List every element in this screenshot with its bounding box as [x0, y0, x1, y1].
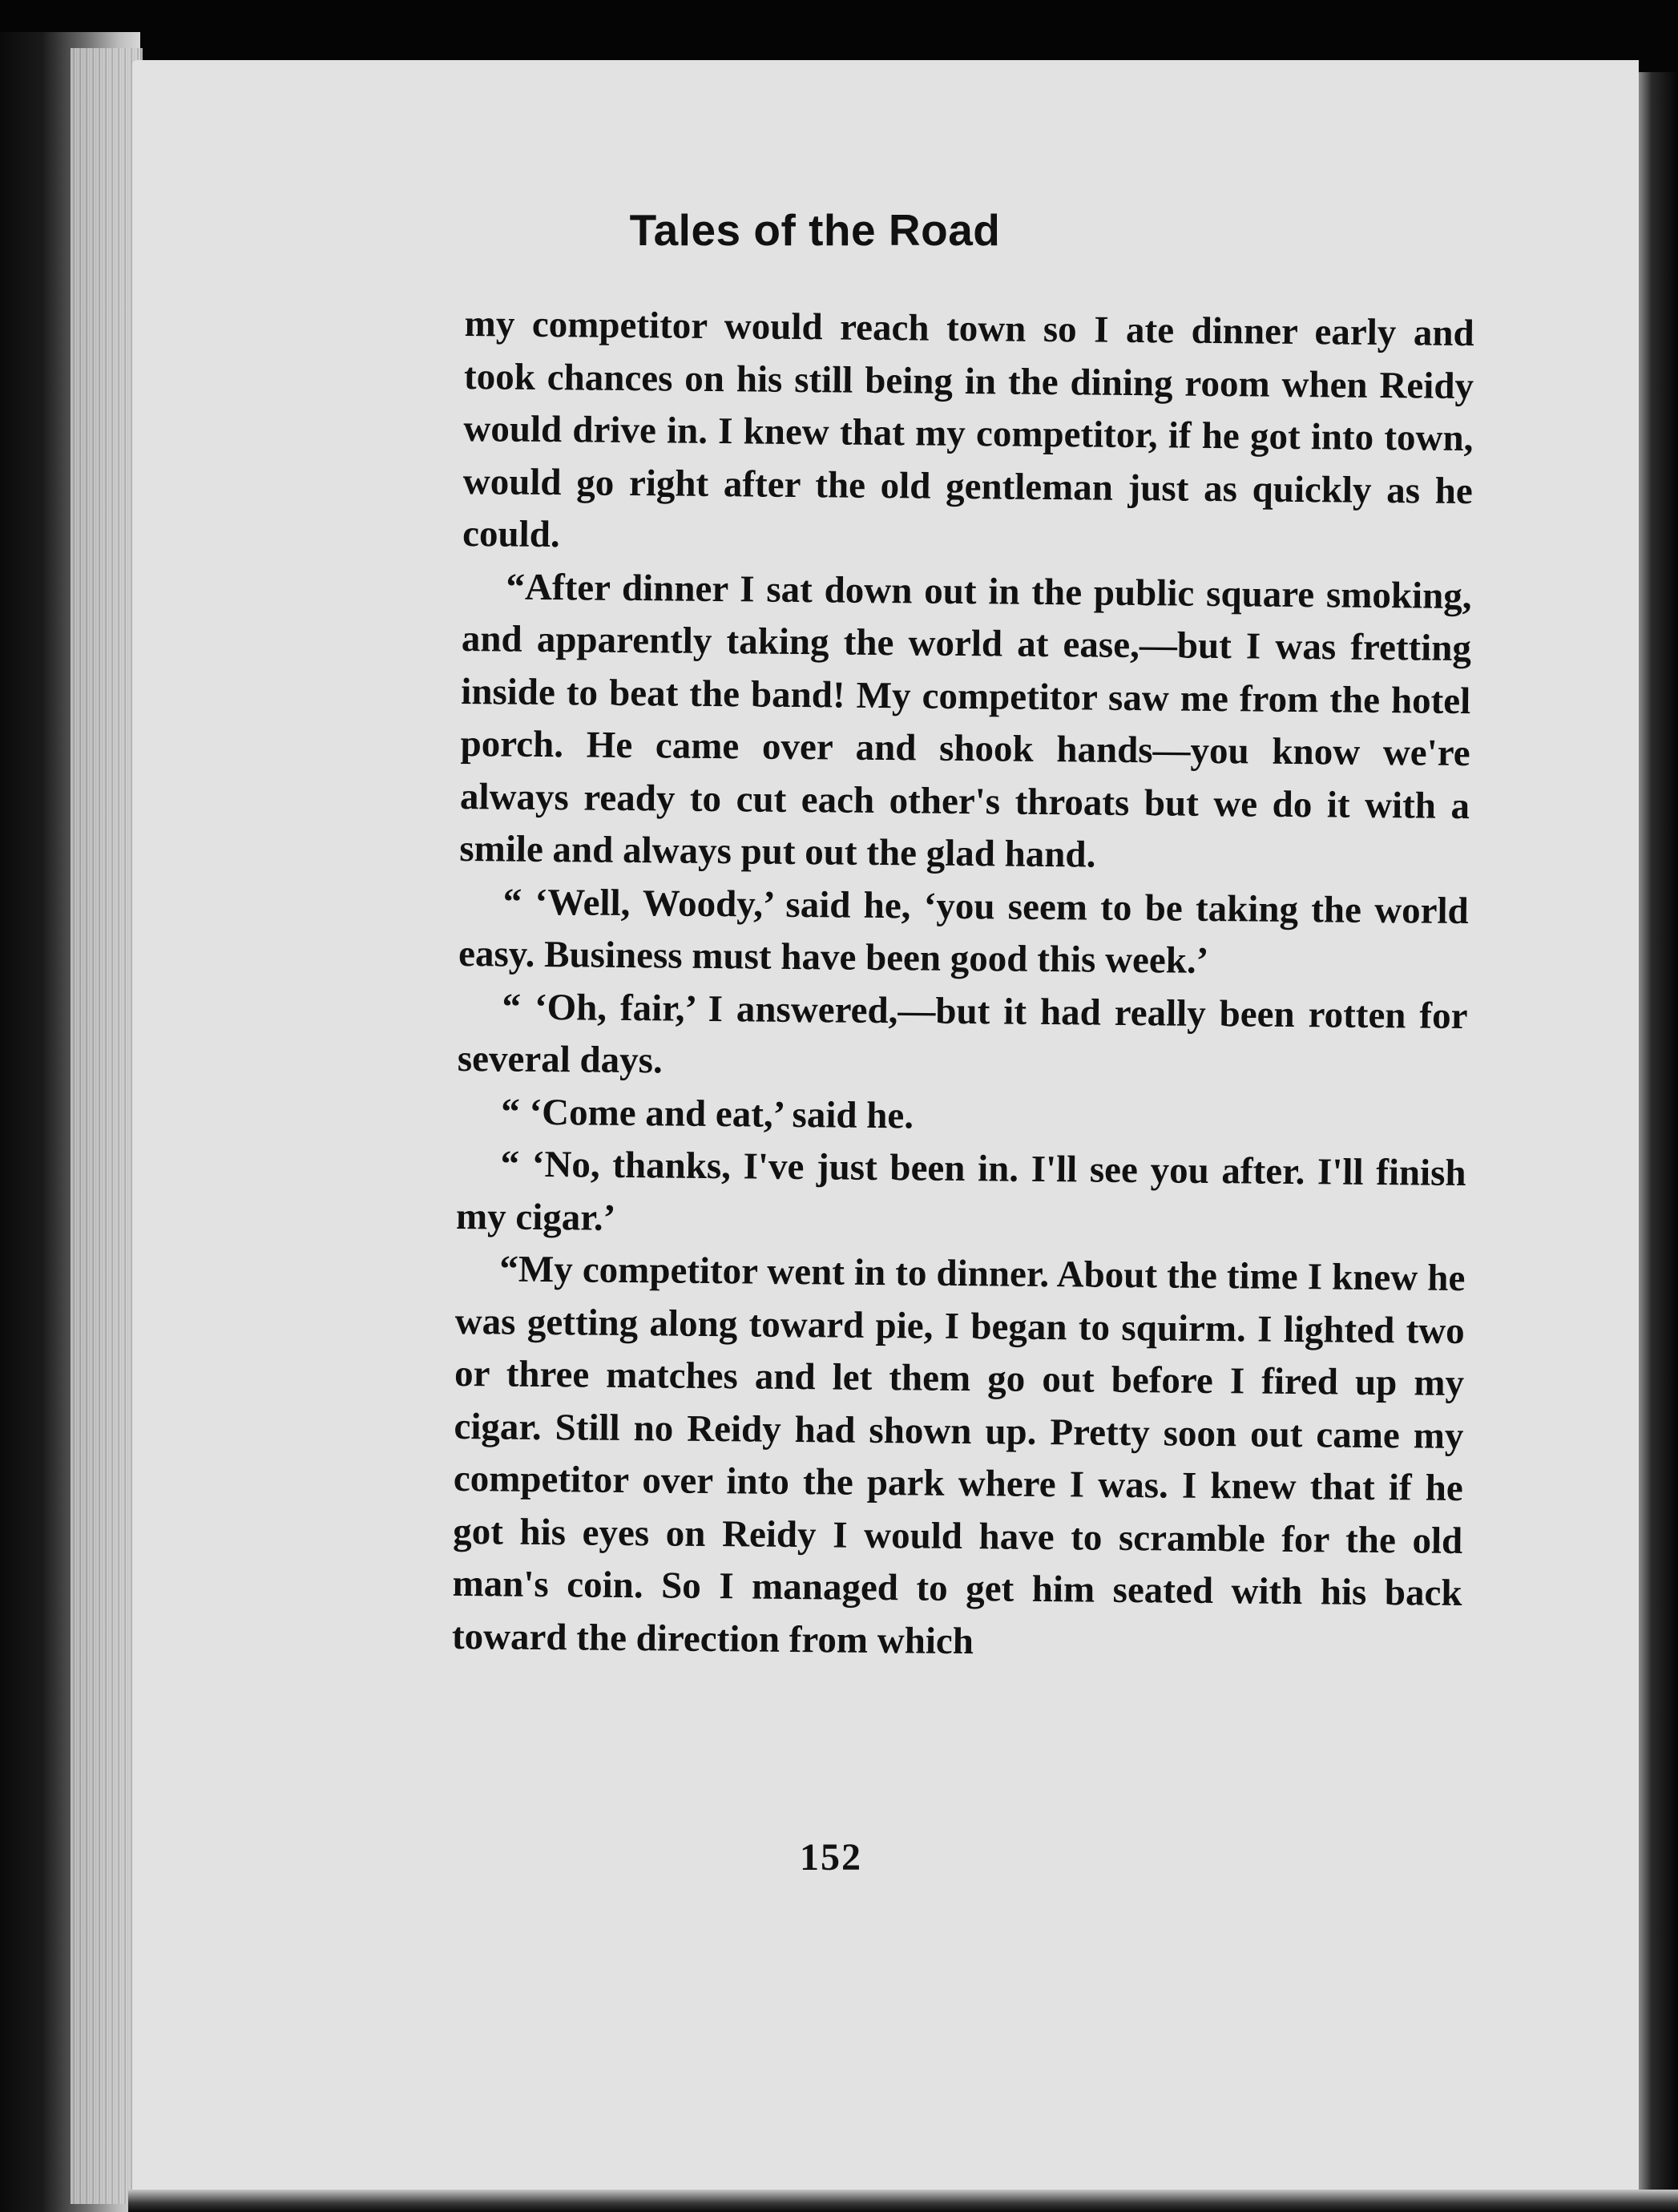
page-number: 152: [800, 1836, 862, 1879]
paragraph: “ ‘No, thanks, I've just been in. I'll see you after. I'll finish my cigar.’: [455, 1143, 1466, 1239]
right-page-edge: [1634, 72, 1678, 2212]
paragraph: “ ‘Well, Woody,’ said he, ‘you seem to be taking the world easy. Business must have been good this week.’: [458, 880, 1469, 982]
paragraph: my competitor would reach town so I ate dinner early and took chances on his still being in the dining room when Reidy would drive in. I knew that my competitor, if he got into town, would go right after the old gentleman just as quickly as he could.: [462, 302, 1474, 556]
running-head: Tales of the Road: [629, 205, 1001, 255]
paragraph: “ ‘Come and eat,’ said he.: [501, 1090, 914, 1136]
bottom-page-edge: [128, 2190, 1678, 2212]
paragraph: “My competitor went in to dinner. About the time I knew he was getting along toward pie, I began to squirm. I lighted two or three matches and let them go out before I fired up my cigar. Still no Reidy had shown up. Pretty soon out came my competitor over into the park where I was. I knew that if he got his eyes on Reidy I would have to scramble for the old man's coin. So I managed to get him seated with his back toward the direction from which: [451, 1248, 1466, 1662]
body-text: [452, 298, 1474, 1673]
paragraph: “ ‘Oh, fair,’ I answered,—but it had really been rotten for several days.: [457, 985, 1468, 1082]
paragraph: “After dinner I sat down out in the public square smoking, and apparently taking the world at ease,—but I was fretting inside to beat the band! My competitor saw me from the hotel porch. He came over and shook hands—you know we're always ready to cut each other's throats but we do it with a smile and always put out the glad hand.: [459, 566, 1472, 876]
